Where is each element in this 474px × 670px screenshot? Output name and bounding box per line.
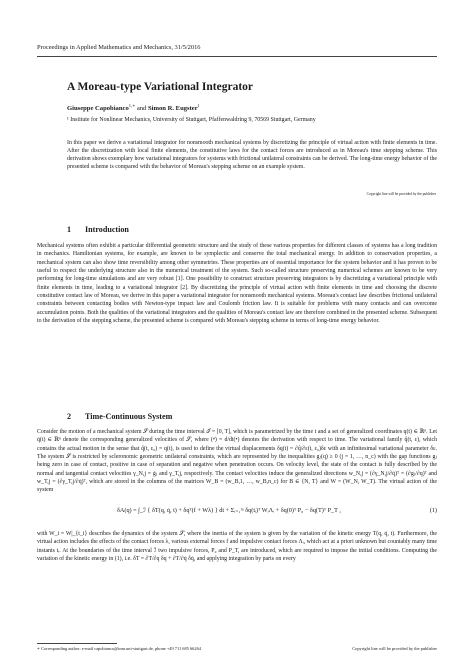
section-title: Introduction — [85, 225, 129, 234]
header-rule — [37, 56, 437, 57]
footnote-rule — [37, 643, 117, 644]
section-2-body: Consider the motion of a mechanical system 𝒮 during the time interval ℐ = [0, T], which is parametrized by the time t and a set of generalized coordinates q(t) ∈ ℝⁿ. Let q̇(t) ∈ ℝⁿ denote the corresponding generalized velocities of 𝒮, where (•̇) = d/dt(•) denotes the derivation with respect to time. The variational family q̂(t, ε), which contains the actual motion in the sense that q̂(t, ε₀) = q(t), is used to define the virtual displacements δq(t) = ∂q̂/∂ε(t, ε₀)δε with an infinitesimal variational parameter δε. The system 𝒮 is restricted by scleronomic geometric unilateral constraints, which are represented by the inequalities gⱼ(q) ≥ 0 (j = 1, …, n_c) with the gap functions gⱼ being zero in case of contact, positive in case of separation and negative when penetration occurs. On velocity level, the state of the contact is fully described by the normal and tangential contact velocities γ_N,j = ġⱼ and γ_T,j, respectively. The contact velocities induce the generalized directions w_N,j = (∂γ_N,j/∂q̇)ᵀ = (∂gⱼ/∂q)ᵀ and w_T,j = (∂γ_T,j/∂q̇)ᵀ, which are stored in the columns of the matrices W_B = (w_B,1, …, w_B,n_c) for B ∈ {N, T} and W = (W_N, W_T). The virtual action of the system — [37, 429, 437, 494]
affiliation: ¹ Institute for Nonlinear Mechanics, University of Stuttgart, Pfaffenwaldring 9, 70569 Stuttgart, Germany — [67, 117, 316, 123]
abstract: In this paper we derive a variational integrator for nonsmooth mechanical systems by discretizing the principle of virtual action with finite elements in time. After the discretization with local finite elements, the constitutive laws for the contact forces are introduced as in Moreau's time stepping scheme. This derivation shows exemplary how variational integrators for systems with frictional unilateral constraints can be derived. The long-time energy behavior of the presented scheme is compared with the behavior of Moreau's stepping scheme on an example system. — [67, 140, 437, 170]
section-number: 1 — [67, 225, 72, 234]
section-title: Time-Continuous System — [85, 412, 173, 421]
section-heading-2 — [67, 412, 172, 421]
author-1-mark: 1,∗ — [128, 103, 136, 108]
footnote — [37, 646, 437, 652]
author-2: Simon R. Eugster — [148, 105, 198, 113]
running-head: Proceedings in Applied Mathematics and Mechanics, 31/5/2016 — [37, 44, 201, 51]
section-2-body-continued: with W_i = W|_{t_i} describes the dynamics of the system 𝒮, where the inertia of the system is given by the variation of the kinetic energy T(q, q̇, t). Furthermore, the virtual action includes the effects of the contact forces λ, various external forces f and impulsive contact forces Λᵢ, which act at a priori unknown but countably many time instants tᵢ. At the boundaries of the time interval ℐ two impulsive forces, P₀ and P_T, are introduced, which are required to impose the initial conditions. Computing the variation of the kinetic energy in (1), i.e. δT = ∂T/∂q δq + ∂T/∂q̇ δq̇, and applying integration by parts on every — [37, 531, 437, 563]
equation-1 — [37, 502, 437, 524]
section-1-body: Mechanical systems often exhibit a particular differential geometric structure and the study of these various properties for different classes of systems has a long tradition in mechanics. Hamiltonian systems, for example, are known to be symplectic and conserve the total mechanical energy. In addition to conservation properties, a mechanical system can also show time reversibility among other symmetries. These properties are of essential importance for the system behavior and it has proven to be useful to respect the underlying structure also in the numerical treatment of the system. Such so-called structure preserving numerical schemes are known to be very performing for long-time simulations and are very robust [1]. One possibility to construct structure preserving integrators is by discretizing a variational principle with finite elements in time, leading to a variational integrator [2]. By discretizing the principle of virtual action with finite elements in time and choosing the discrete constitutive contact law of Moreau, we derive in this paper a variational integrator for nonsmooth mechanical systems. Moreau's contact law describes frictional unilateral constraints between contacting bodies with Newton-type impact law and Coulomb friction law. It is suitable for problems with many contacts and can overcome accumulation points. Both the qualities of the variational integrators and the qualities of Moreau's contact law are therefore combined in the presented scheme. Subsequent to the derivation of the stepping scheme, the presented scheme is compared with Moreau's stepping scheme in terms of long-time energy behavior. — [37, 243, 437, 325]
paper-title: A Moreau-type Variational Integrator — [67, 81, 254, 93]
copyright-line: Copyright line will be provided by the publisher — [366, 192, 436, 196]
equation-body: δA(q) = ∫_ℐ { δT(q, q̇, t) + δqᵀ(f + Wλ) } dt + Σᵢ₌₁ᵐ δq(tᵢ)ᵀ WᵢΛᵢ + δq(0)ᵀ P₀ − δq(T)ᵀ P_T , — [117, 507, 341, 514]
section-heading-1 — [67, 225, 129, 234]
author-2-mark: 1 — [197, 103, 200, 108]
equation-number: (1) — [429, 507, 437, 514]
footnote-text: ∗ Corresponding author: e-mail capobianco@inm.uni-stuttgart.de, phone +49 711 685 66264 — [37, 646, 201, 651]
footer-copyright: Copyright line will be provided by the publisher — [352, 646, 437, 651]
author-line — [67, 103, 200, 112]
author-1: Giuseppe Capobianco — [67, 105, 129, 113]
section-number: 2 — [67, 412, 72, 421]
author-conjunction: and — [135, 105, 149, 113]
